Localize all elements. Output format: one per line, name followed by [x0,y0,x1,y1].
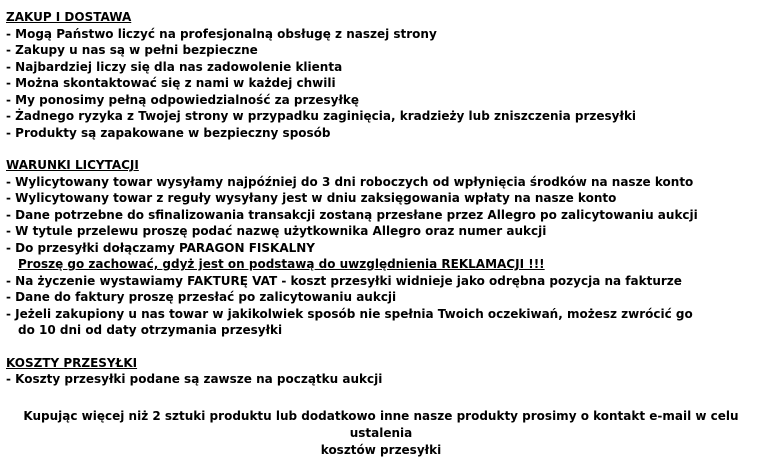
section-warunki-licytacji [6,157,756,339]
list-item: - Zakupy u nas są w pełni bezpieczne [6,43,258,57]
footer-line: Kupując więcej niż 2 sztuki produktu lub dodatkowo inne nasze produkty prosimy o kontakt e-mail w celu ustalenia [23,409,739,440]
list-item: - Mogą Państwo liczyć na profesjonalną obsługę z naszej strony [6,26,437,41]
list-item: - Na życzenie wystawiamy FAKTURĘ VAT - koszt przesyłki widnieje jako odrębna pozycja na fakturze [6,273,682,288]
section-koszty-przesylki [6,355,756,388]
list-item: - W tytule przelewu proszę podać nazwę użytkownika Allegro oraz numer aukcji [6,224,547,238]
section-heading: KOSZTY PRZESYŁKI [6,355,138,370]
list-item: - Dane potrzebne do sfinalizowania transakcji zostaną przesłane przez Allegro po zalicytowaniu aukcji [6,207,698,222]
list-item: - Dane do faktury proszę przesłać po zalicytowaniu aukcji [6,290,397,304]
receipt-notice-text: Proszę go zachować, gdyż jest on podstawą do uwzględnienia REKLAMACJI !!! [18,257,545,271]
receipt-notice [6,256,756,273]
list-item: - My ponosimy pełną odpowiedzialność za przesyłkę [6,92,360,107]
list-item: - Koszty przesyłki podane są zawsze na początku aukcji [6,372,383,386]
list-item: - Wylicytowany towar wysyłamy najpóźniej do 3 dni roboczych od wpłynięcia środków na nasze konto [6,174,694,189]
list-item: - Produkty są zapakowane w bezpieczny sposób [6,125,331,140]
section-heading: ZAKUP I DOSTAWA [6,10,132,24]
shipping-contact-note [0,408,762,459]
list-item: - Żadnego ryzyka z Twojej strony w przypadku zaginięcia, kradzieży lub zniszczenia przesyłki [6,109,637,123]
section-heading: WARUNKI LICYTACJI [6,158,139,172]
list-item: - Wylicytowany towar z reguły wysyłany jest w dniu zaksięgowania wpłaty na nasze konto [6,191,617,205]
list-item: - Jeżeli zakupiony u nas towar w jakikolwiek sposób nie spełnia Twoich oczekiwań, możesz zwrócić go [6,306,693,321]
list-item: - Można skontaktować się z nami w każdej chwili [6,76,336,90]
list-item: - Najbardziej liczy się dla nas zadowolenie klienta [6,59,343,74]
footer-line: kosztów przesyłki [320,443,442,457]
list-item-continuation: do 10 dni od daty otrzymania przesyłki [18,323,283,337]
section-zakup-i-dostawa [6,9,756,141]
list-item: - Do przesyłki dołączamy PARAGON FISKALNY [6,240,315,255]
